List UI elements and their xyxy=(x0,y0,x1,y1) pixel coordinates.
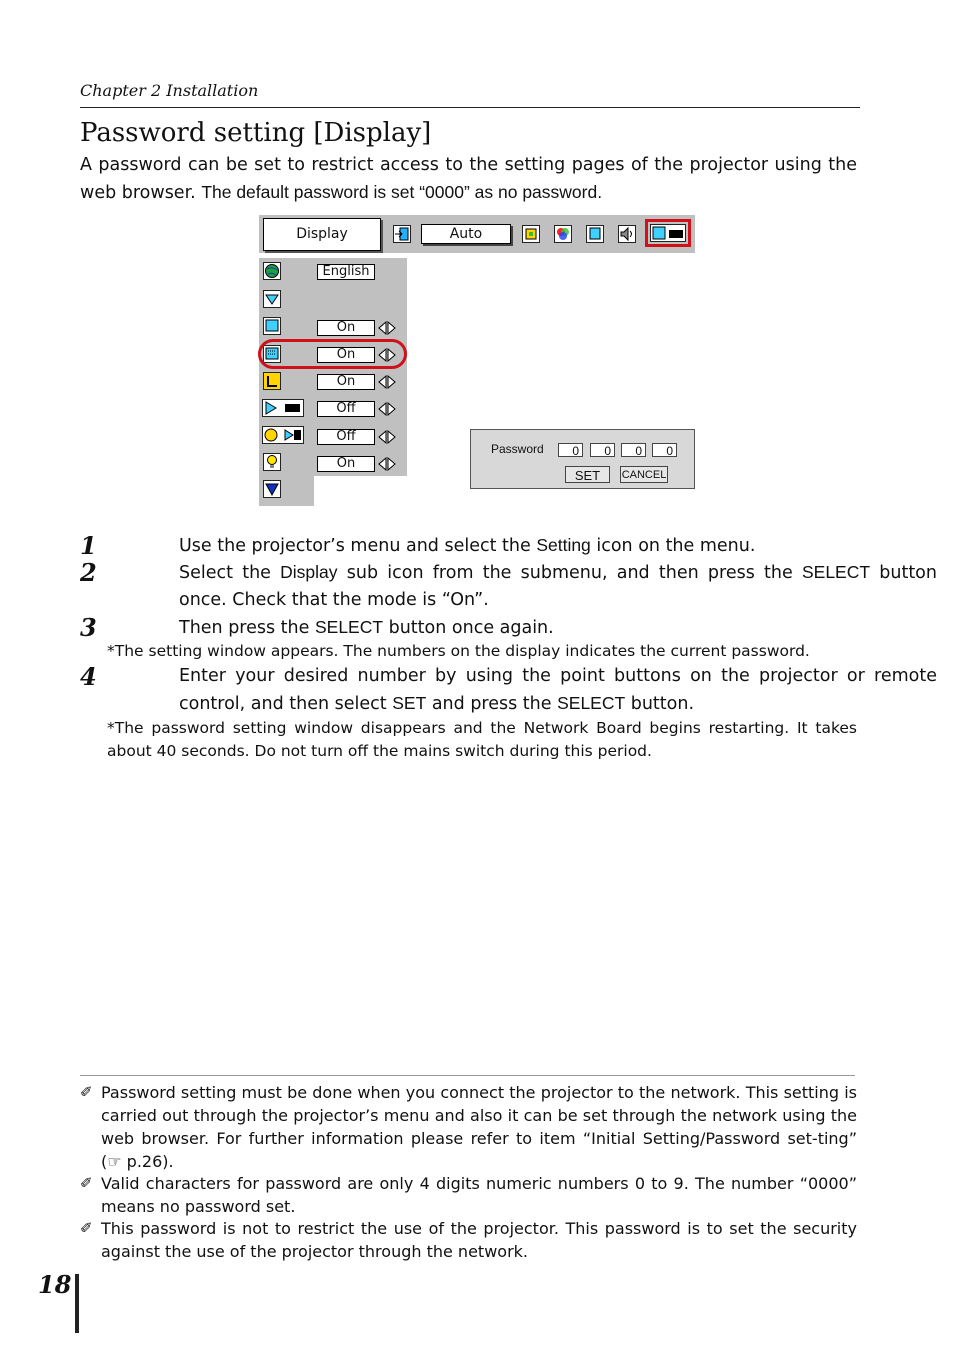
step-keyword: SET xyxy=(392,693,427,713)
page-title: Password setting [Display] xyxy=(80,118,432,148)
color-icon[interactable] xyxy=(554,225,572,243)
scroll-down-icon-2[interactable] xyxy=(263,480,281,498)
step-4-note: *The password setting window disappears and the Network Board begins restarting. It takes about 40 seconds. Do not turn off the mains switch during this period. xyxy=(107,719,857,760)
memo-item xyxy=(80,1217,857,1263)
step-text-part: button once again. xyxy=(383,618,554,638)
memo-item xyxy=(80,1081,857,1173)
auto-mode-button[interactable]: Auto xyxy=(421,224,511,244)
step-text xyxy=(179,532,937,560)
step-text-part: Enter your desired number by using the point buttons on the projector or remote control, and then select xyxy=(179,666,937,714)
step-text-part: Select the xyxy=(179,563,281,583)
scroll-down-icon[interactable] xyxy=(263,290,281,308)
password-digit[interactable]: 0 xyxy=(621,443,646,457)
intro-text: A password can be set to restrict access to the setting pages of the projector using the web browser. xyxy=(80,155,857,203)
step-keyword: SELECT xyxy=(801,562,871,582)
chapter-header: Chapter 2 Installation xyxy=(80,81,259,100)
left-right-arrow-icon[interactable] xyxy=(378,429,396,443)
projector-icon[interactable] xyxy=(262,399,304,417)
screen-icon[interactable] xyxy=(586,225,604,243)
page-marker-bar xyxy=(75,1274,79,1333)
password-digit[interactable]: 0 xyxy=(558,443,583,457)
step-text-part: button. xyxy=(625,694,695,714)
header-rule xyxy=(80,107,860,108)
left-right-arrow-icon[interactable] xyxy=(378,401,396,415)
cancel-button[interactable]: CANCEL xyxy=(620,466,668,483)
setting-value[interactable]: On xyxy=(317,320,375,336)
left-right-arrow-icon[interactable] xyxy=(378,320,396,334)
page-number: 18 xyxy=(38,1270,72,1299)
step-number: 3 xyxy=(80,613,97,642)
input-icon[interactable] xyxy=(393,225,411,243)
memo-text: Valid characters for password are only 4 digits numeric numbers 0 to 9. The number “0000” means no password set. xyxy=(101,1174,857,1216)
step-text-part: and press the xyxy=(426,694,558,714)
language-globe-icon[interactable] xyxy=(263,262,281,280)
step-text-part: sub icon from the submenu, and then press the xyxy=(337,563,802,583)
display-menu-button[interactable]: Display xyxy=(263,218,381,251)
step-text-part: icon on the menu. xyxy=(590,536,756,556)
setting-value[interactable]: Off xyxy=(317,429,375,445)
memo-item xyxy=(80,1172,857,1218)
setting-value[interactable]: On xyxy=(317,347,375,363)
setting-value[interactable]: On xyxy=(317,456,375,472)
step-keyword: SELECT xyxy=(557,693,626,713)
step-text xyxy=(179,663,937,718)
pencil-icon: ✐ xyxy=(80,1219,93,1237)
display-row-highlight xyxy=(258,339,407,369)
step-4 xyxy=(80,662,937,714)
step-3-note: *The setting window appears. The numbers on the display indicates the current password. xyxy=(107,642,810,660)
pencil-icon: ✐ xyxy=(80,1083,93,1101)
step-text-part: Use the projector’s menu and select the xyxy=(179,536,537,556)
intro-default-password: The default password is set “0000” as no password. xyxy=(201,182,603,202)
step-keyword: Setting xyxy=(536,535,591,555)
sound-icon[interactable] xyxy=(618,225,636,243)
step-text-part: Then press the xyxy=(179,618,315,638)
memo-text: This password is not to restrict the use of the projector. This password is to set the security against the use of the projector through the network. xyxy=(101,1219,857,1261)
password-digit[interactable]: 0 xyxy=(590,443,615,457)
memo-rule xyxy=(80,1075,855,1076)
step-number: 1 xyxy=(80,531,97,560)
intro-paragraph xyxy=(80,152,857,207)
language-value[interactable]: English xyxy=(317,264,375,280)
left-right-arrow-icon[interactable] xyxy=(378,456,396,470)
image-icon[interactable] xyxy=(522,225,540,243)
step-2 xyxy=(80,558,937,610)
step-text xyxy=(179,614,937,642)
step-text xyxy=(179,559,937,614)
password-label: Password xyxy=(491,442,544,456)
step-number: 4 xyxy=(80,662,97,691)
logo-icon[interactable] xyxy=(263,372,281,390)
step-keyword: SELECT xyxy=(314,617,384,637)
step-keyword: Display xyxy=(280,562,338,582)
step-number: 2 xyxy=(80,558,97,587)
pencil-icon: ✐ xyxy=(80,1174,93,1192)
password-digit[interactable]: 0 xyxy=(652,443,677,457)
set-button[interactable]: SET xyxy=(565,466,610,483)
setting-value[interactable]: Off xyxy=(317,401,375,417)
left-right-arrow-icon[interactable] xyxy=(378,374,396,388)
step-text-part: button once. Check that the mode is “On”. xyxy=(179,563,937,610)
display-screen-icon[interactable] xyxy=(263,317,281,335)
setting-value[interactable]: On xyxy=(317,374,375,390)
face-projector-icon[interactable] xyxy=(262,426,304,444)
setting-icon[interactable] xyxy=(650,224,686,242)
memo-text: Password setting must be done when you connect the projector to the network. This setting is carried out through the projector’s menu and also it can be set through the network using the web browser. For further information please refer to item “Initial Setting/Password set-ting” (☞ p.26). xyxy=(101,1083,857,1171)
lamp-icon[interactable] xyxy=(263,453,281,471)
